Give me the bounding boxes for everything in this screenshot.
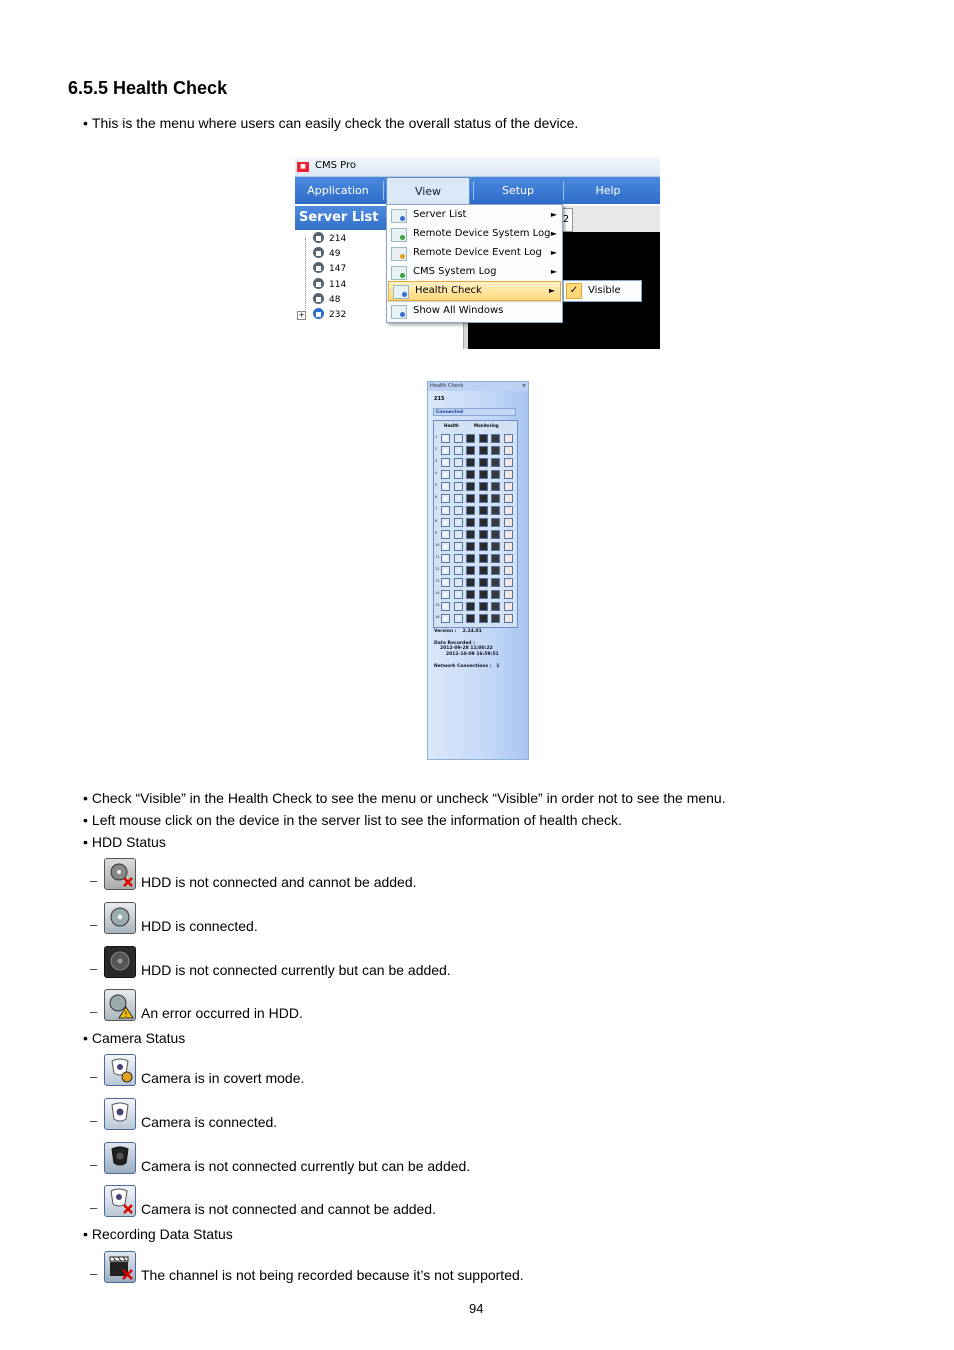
app-title: CMS Pro: [315, 160, 357, 171]
status-cell-icon: [491, 446, 500, 455]
status-cell-icon: [454, 578, 463, 587]
status-cell-icon: [491, 506, 500, 515]
status-cell-icon: [454, 602, 463, 611]
status-cell-icon: [479, 434, 488, 443]
status-cell-icon: [504, 446, 513, 455]
submenu-arrow-icon: ►: [550, 267, 557, 276]
status-cell-icon: [441, 542, 450, 551]
status-cell-icon: [479, 566, 488, 575]
status-cell-icon: [504, 578, 513, 587]
status-cell-icon: [491, 554, 500, 563]
status-cell-icon: [466, 482, 475, 491]
camera-not-connected-icon: [104, 1185, 136, 1217]
row-number: 14: [435, 591, 440, 595]
status-cell-icon: [504, 458, 513, 467]
status-cell-icon: [491, 578, 500, 587]
data-recorded-from: 2012-09-28 11:00:22: [440, 646, 493, 651]
status-cell-icon: [466, 566, 475, 575]
row-number: 9: [435, 531, 438, 535]
status-cell-icon: [504, 542, 513, 551]
status-cell-icon: [504, 482, 513, 491]
page-number: 94: [469, 1301, 484, 1316]
row-number: 4: [435, 471, 438, 475]
row-number: 7: [435, 507, 438, 511]
status-cell-icon: [479, 554, 488, 563]
row-number: 6: [435, 495, 438, 499]
menu-item-show-all-windows[interactable]: Show All Windows: [387, 301, 562, 320]
row-number: 16: [435, 615, 440, 619]
hdd-connected-icon: [104, 902, 136, 934]
status-cell-icon: [491, 590, 500, 599]
server-list-icon: [391, 209, 407, 223]
grid-row: [434, 481, 517, 492]
server-home-icon: [313, 247, 324, 258]
status-cell-icon: [479, 446, 488, 455]
event-log-icon: [391, 247, 407, 261]
server-node[interactable]: 214: [313, 232, 346, 246]
server-home-icon: [313, 232, 324, 243]
close-icon[interactable]: ×: [521, 383, 526, 389]
status-cell-icon: [466, 614, 475, 623]
menu-item-cms-system-log[interactable]: CMS System Log ►: [387, 263, 562, 281]
status-cell-icon: [454, 458, 463, 467]
grid-row: [434, 613, 517, 624]
menu-item-server-list[interactable]: Server List ►: [387, 206, 562, 224]
grid-row: [434, 553, 517, 564]
status-cell-icon: [491, 494, 500, 503]
status-cell-icon: [479, 506, 488, 515]
section-title: 6.5.5 Health Check: [68, 78, 228, 98]
menu-item-remote-event-log[interactable]: Remote Device Event Log ►: [387, 244, 562, 262]
grid-row: [434, 517, 517, 528]
grid-row: [434, 433, 517, 444]
status-cell-icon: [479, 494, 488, 503]
status-cell-icon: [441, 434, 450, 443]
server-home-icon: [313, 293, 324, 304]
health-grid: [433, 420, 518, 628]
status-cell-icon: [504, 554, 513, 563]
hdd-can-be-added-icon: [104, 946, 136, 978]
status-cell-icon: [441, 494, 450, 503]
status-cell-icon: [491, 602, 500, 611]
status-cell-icon: [441, 614, 450, 623]
status-cell-icon: [466, 458, 475, 467]
status-cell-icon: [441, 446, 450, 455]
grid-row: [434, 469, 517, 480]
status-cell-icon: [454, 494, 463, 503]
cms-log-icon: [391, 266, 407, 280]
status-cell-icon: [441, 530, 450, 539]
row-number: 12: [435, 567, 440, 571]
bullet-hdd-status: • HDD Status: [83, 833, 166, 851]
grid-row: [434, 541, 517, 552]
camera-can-be-added-icon: [104, 1142, 136, 1174]
status-cell-icon: [441, 458, 450, 467]
connection-status: Connected: [433, 408, 516, 416]
bullet-visible: • Check “Visible” in the Health Check to see the menu or uncheck “Visible” in order not to see the menu.: [83, 789, 726, 807]
status-cell-icon: [504, 614, 513, 623]
bullet-camera-status: • Camera Status: [83, 1029, 185, 1047]
status-cell-icon: [504, 506, 513, 515]
status-cell-icon: [479, 614, 488, 623]
status-cell-icon: [479, 470, 488, 479]
status-cell-icon: [441, 578, 450, 587]
status-cell-icon: [441, 470, 450, 479]
status-cell-icon: [454, 614, 463, 623]
row-number: 15: [435, 603, 440, 607]
status-cell-icon: [454, 518, 463, 527]
health-check-icon: [393, 285, 409, 299]
status-cell-icon: [454, 566, 463, 575]
status-cell-icon: [466, 530, 475, 539]
grid-row: [434, 589, 517, 600]
status-cell-icon: [466, 494, 475, 503]
menu-view[interactable]: View: [386, 177, 470, 205]
status-cell-icon: [479, 458, 488, 467]
status-cell-icon: [491, 530, 500, 539]
submenu-arrow-icon: ►: [550, 210, 557, 219]
server-home-icon: [313, 278, 324, 289]
grid-row: [434, 565, 517, 576]
status-cell-icon: [441, 590, 450, 599]
menu-item-remote-system-log[interactable]: Remote Device System Log ►: [387, 225, 562, 243]
status-cell-icon: [504, 434, 513, 443]
status-cell-icon: [441, 554, 450, 563]
hdd-not-connected-icon: [104, 858, 136, 890]
svg-text:!: !: [124, 1010, 128, 1019]
status-cell-icon: [454, 554, 463, 563]
status-cell-icon: [454, 542, 463, 551]
status-cell-icon: [504, 518, 513, 527]
status-cell-icon: [441, 602, 450, 611]
row-number: 5: [435, 483, 438, 487]
status-cell-icon: [466, 578, 475, 587]
row-number: 1: [435, 435, 438, 439]
server-node[interactable]: + 232: [298, 310, 347, 320]
status-cell-icon: [504, 590, 513, 599]
grid-row: [434, 493, 517, 504]
camera-covert-icon: [104, 1054, 136, 1086]
status-cell-icon: [479, 530, 488, 539]
submenu-arrow-icon: ►: [548, 286, 555, 295]
server-node[interactable]: 147: [313, 262, 346, 276]
row-number: 8: [435, 519, 438, 523]
status-cell-icon: [466, 446, 475, 455]
status-cell-icon: [479, 518, 488, 527]
data-recorded-to: 2012-10-09 16:59:51: [446, 652, 499, 657]
status-cell-icon: [504, 530, 513, 539]
status-cell-icon: [441, 518, 450, 527]
layout-tab[interactable]: 2: [559, 208, 573, 232]
health-check-submenu: [563, 280, 642, 302]
status-cell-icon: [454, 530, 463, 539]
status-cell-icon: [466, 602, 475, 611]
menu-help[interactable]: Help: [595, 184, 621, 197]
status-cell-icon: [454, 446, 463, 455]
version-line: Version : 2.24.01: [434, 629, 482, 634]
column-monitoring: Monitoring: [474, 423, 499, 428]
status-cell-icon: [504, 470, 513, 479]
row-number: 13: [435, 579, 440, 583]
system-log-icon: [391, 228, 407, 242]
status-cell-icon: [441, 506, 450, 515]
status-cell-icon: [466, 542, 475, 551]
status-cell-icon: [454, 434, 463, 443]
network-connections: Network Connections : 1: [434, 664, 500, 669]
menu-item-health-check[interactable]: Health Check ►: [388, 281, 561, 301]
status-cell-icon: [466, 518, 475, 527]
submenu-arrow-icon: ►: [550, 248, 557, 257]
checkmark-icon[interactable]: ✓: [566, 283, 582, 299]
grid-row: [434, 601, 517, 612]
status-cell-icon: [466, 506, 475, 515]
expand-icon[interactable]: +: [298, 311, 305, 319]
menu-bar: [295, 177, 660, 204]
status-cell-icon: [491, 434, 500, 443]
server-name: 215: [434, 396, 445, 402]
submenu-arrow-icon: ►: [550, 229, 557, 238]
menu-setup[interactable]: Setup: [501, 184, 535, 197]
recording-not-supported-icon: [104, 1251, 136, 1283]
grid-row: [434, 577, 517, 588]
grid-row: [434, 457, 517, 468]
status-cell-icon: [491, 542, 500, 551]
bullet-left-click: • Left mouse click on the device in the server list to see the information of health check.: [83, 811, 622, 829]
row-number: 2: [435, 447, 438, 451]
status-cell-icon: [466, 470, 475, 479]
status-cell-icon: [504, 566, 513, 575]
status-cell-icon: [466, 590, 475, 599]
server-node[interactable]: 49: [313, 247, 340, 261]
windows-icon: [391, 305, 407, 319]
status-cell-icon: [466, 554, 475, 563]
status-cell-icon: [454, 506, 463, 515]
cms-menu-screenshot: [295, 158, 660, 349]
hdd-error-icon: [104, 989, 136, 1021]
grid-row: [434, 529, 517, 540]
panel-title: Health Check: [430, 383, 464, 389]
status-cell-icon: [491, 482, 500, 491]
app-titlebar: [295, 158, 660, 177]
bullet-recording-status: • Recording Data Status: [83, 1225, 233, 1243]
status-cell-icon: [491, 566, 500, 575]
view-dropdown-menu: [386, 204, 563, 323]
server-node[interactable]: 48: [313, 293, 340, 307]
server-home-icon: [313, 308, 324, 319]
submenu-visible[interactable]: Visible: [588, 285, 621, 296]
server-list-header: Server List: [295, 206, 391, 230]
status-cell-icon: [504, 494, 513, 503]
status-cell-icon: [454, 470, 463, 479]
grid-row: [434, 505, 517, 516]
status-cell-icon: [491, 458, 500, 467]
status-cell-icon: [479, 578, 488, 587]
status-cell-icon: [441, 482, 450, 491]
status-cell-icon: [479, 602, 488, 611]
health-check-panel: [427, 381, 529, 760]
status-cell-icon: [454, 590, 463, 599]
status-cell-icon: [479, 590, 488, 599]
server-node[interactable]: 114: [313, 278, 346, 292]
grid-row: [434, 445, 517, 456]
status-cell-icon: [491, 518, 500, 527]
panel-titlebar: [428, 382, 528, 391]
column-health: Health: [444, 423, 459, 428]
grid-header: [434, 421, 517, 431]
status-cell-icon: [491, 614, 500, 623]
app-logo-icon: ■: [297, 162, 309, 172]
menu-application[interactable]: Application: [307, 184, 369, 197]
row-number: 10: [435, 543, 440, 547]
status-cell-icon: [441, 566, 450, 575]
server-tree: [295, 230, 387, 349]
status-cell-icon: [479, 542, 488, 551]
row-number: 3: [435, 459, 438, 463]
row-number: 11: [435, 555, 440, 559]
status-cell-icon: [466, 434, 475, 443]
data-recorded-label: Data Recorded :: [434, 641, 475, 646]
status-cell-icon: [454, 482, 463, 491]
status-cell-icon: [491, 470, 500, 479]
server-home-icon: [313, 262, 324, 273]
status-cell-icon: [479, 482, 488, 491]
intro-text: • This is the menu where users can easily check the overall status of the device.: [83, 114, 578, 132]
status-cell-icon: [504, 602, 513, 611]
camera-connected-icon: [104, 1098, 136, 1130]
